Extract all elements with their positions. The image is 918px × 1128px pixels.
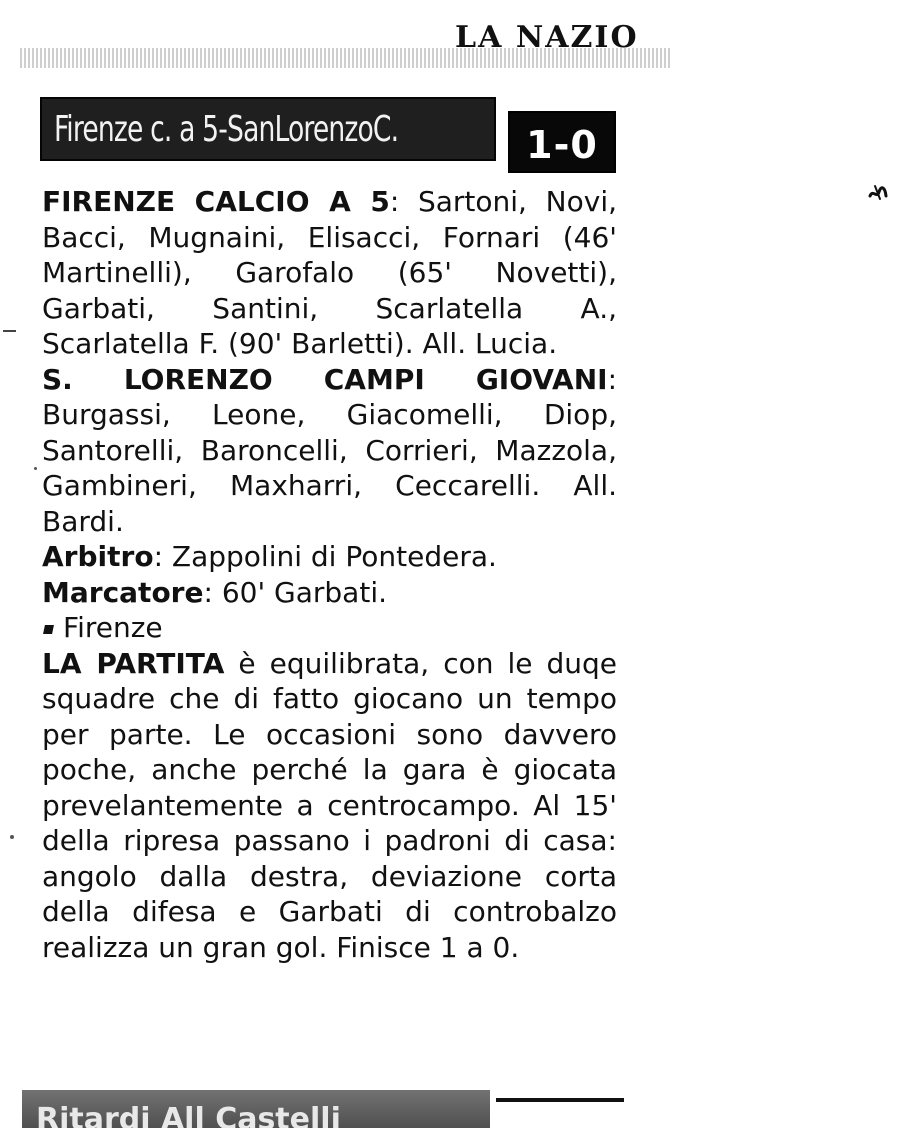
headline-title: Firenze c. a 5-SanLorenzoC. xyxy=(54,109,399,150)
next-headline-banner xyxy=(22,1090,490,1128)
score-box xyxy=(508,111,616,173)
scribble-mark-icon xyxy=(868,184,888,202)
speck-mark xyxy=(34,467,37,470)
match-summary xyxy=(42,646,617,966)
left-margin-mark xyxy=(3,330,16,332)
referee-label: Arbitro xyxy=(42,540,154,573)
scorer-label: Marcatore xyxy=(42,575,204,609)
headline-banner xyxy=(40,97,496,161)
scorer-text: : 60' Garbati. xyxy=(203,575,388,609)
team-1-lineup xyxy=(42,184,617,362)
match-report xyxy=(42,184,617,965)
team-2-label: S. LORENZO CAMPI GIOVANI xyxy=(42,362,608,396)
match-text: è equilibrata, con le duqe squadre che di fatto giocano un tempo per parte. Le occasioni sono davvero poche, anche perché la gara è giocata prevelantemente a centrocampo. Al 15' della ripresa passano i padroni di casa: angolo dalla destra, deviazione corta della difesa e Garbati di controbalzo realizza un gran gol. Finisce 1 a 0. xyxy=(42,646,618,964)
location-text: Firenze xyxy=(63,611,163,644)
match-label: LA PARTITA xyxy=(42,646,225,680)
team-1-players: : Sartoni, Novi, Bacci, Mugnaini, Elisacci, Fornari (46' Martinelli), Garofalo (65' Novetti), Garbati, Santini, Scarlatella A., Scarlatella F. (90' Barletti). All. Lucia. xyxy=(42,185,618,360)
score-text: 1-0 xyxy=(526,123,598,167)
referee-text: : Zappolini di Pontedera. xyxy=(153,540,497,573)
speck-mark xyxy=(10,835,14,839)
team-2-players: : Burgassi, Leone, Giacomelli, Diop, Santorelli, Baroncelli, Corrieri, Mazzola, Gambineri, Maxharri, Ceccarelli. All. Bardi. xyxy=(42,362,617,538)
referee-line xyxy=(42,539,617,575)
next-headline-text: Ritardi All Castelli xyxy=(36,1102,341,1128)
team-1-label: FIRENZE CALCIO A 5 xyxy=(42,185,390,218)
team-2-lineup xyxy=(42,362,617,540)
scorer-line xyxy=(42,575,617,611)
newspaper-masthead: LA NAZIO xyxy=(455,20,639,55)
bottom-rule xyxy=(496,1098,624,1102)
location-line xyxy=(42,610,617,646)
square-bullet-icon xyxy=(43,625,54,634)
